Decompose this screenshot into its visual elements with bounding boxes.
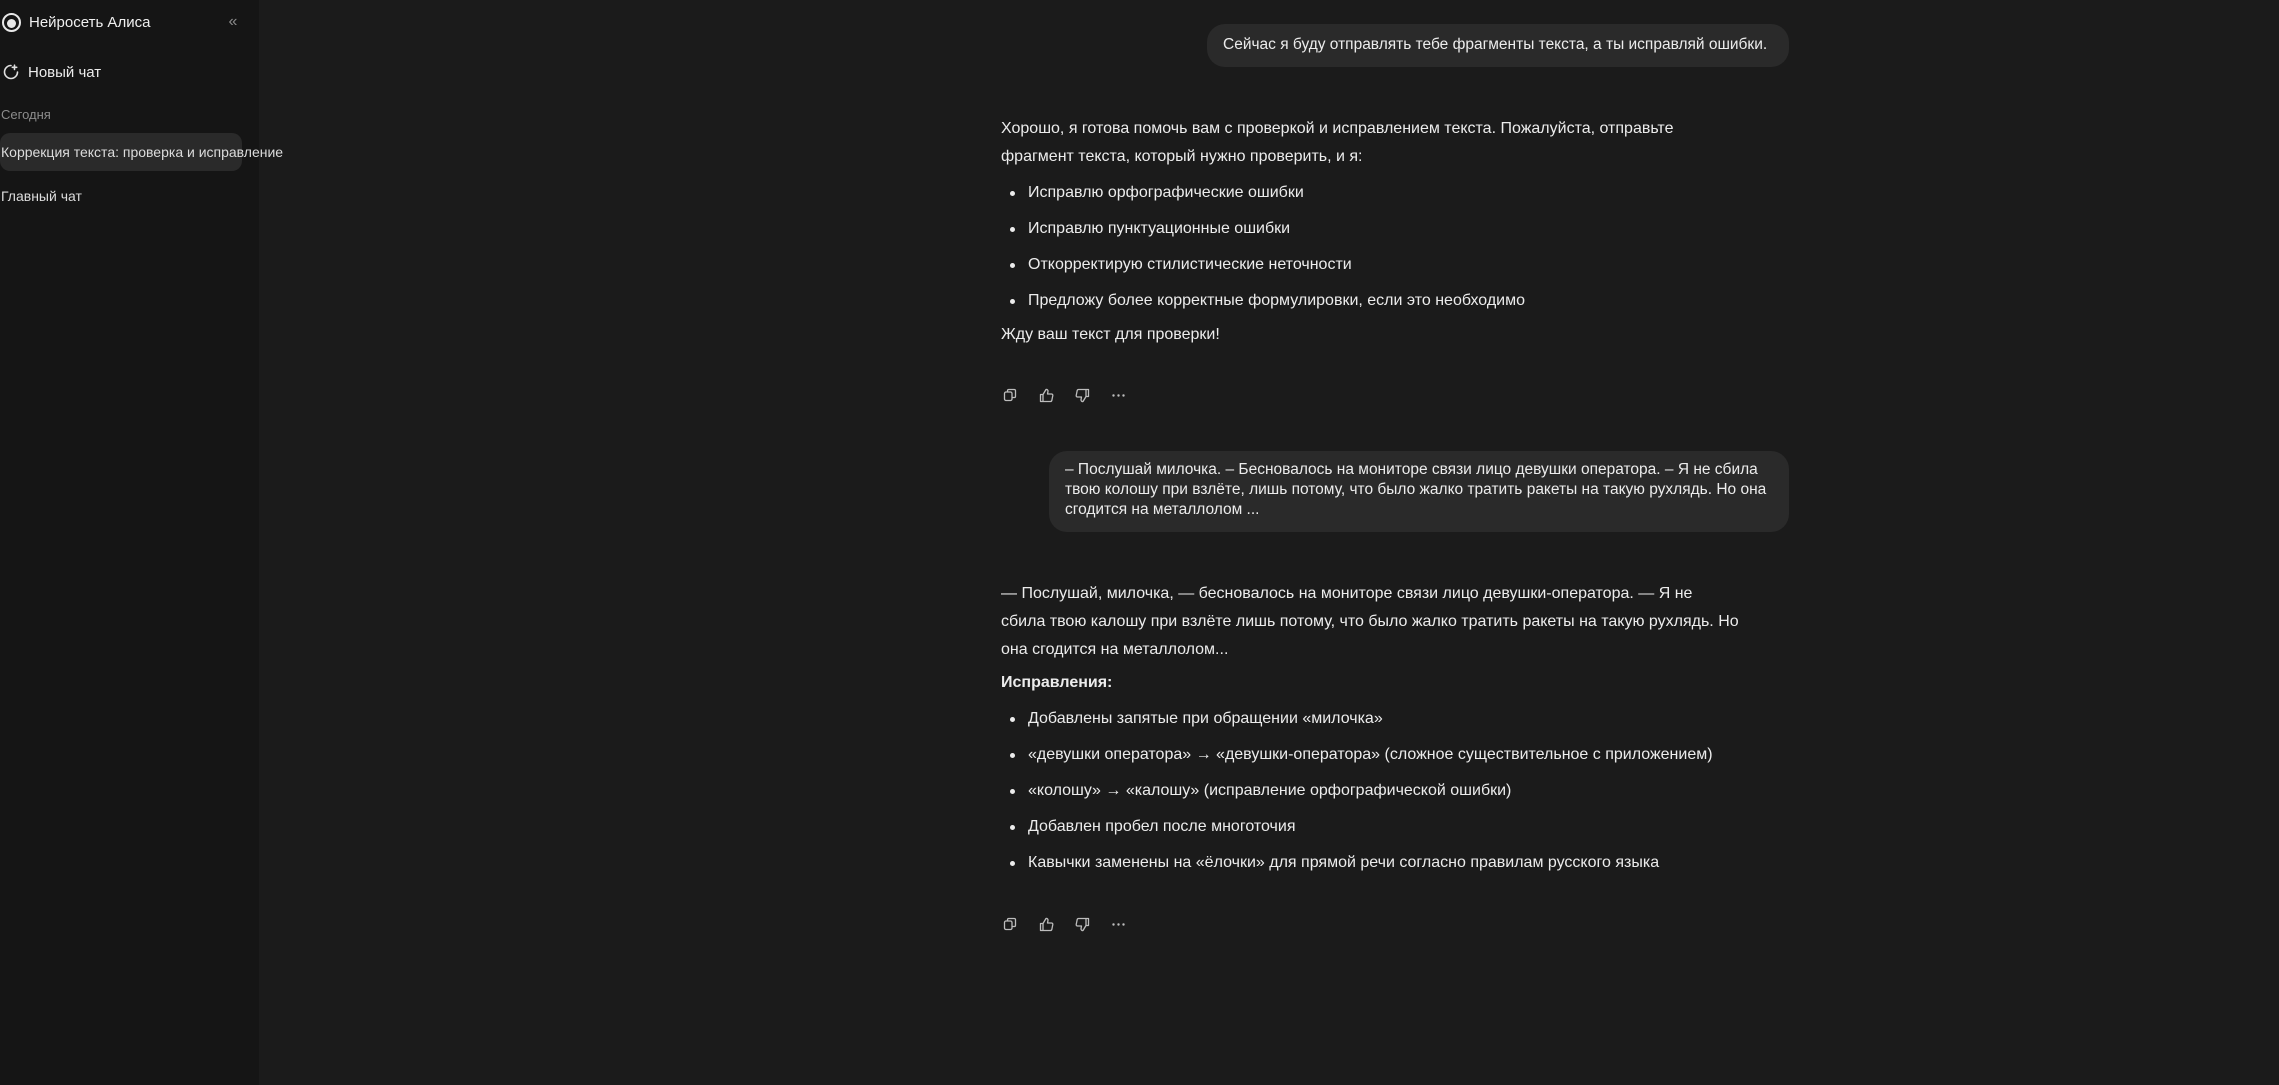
like-button[interactable] (1037, 915, 1055, 933)
dislike-button[interactable] (1073, 386, 1091, 404)
assistant-paragraph: Хорошо, я готова помочь вам с проверкой и исправлением текста. Пожалуйста, отправьте фрагмент текста, который нужно проверить, и я: (1001, 120, 1674, 165)
chat-item-title: Главный чат (1, 188, 82, 204)
dislike-button[interactable] (1073, 915, 1091, 933)
list-item: Исправлю пунктуационные ошибки (1001, 211, 1741, 247)
like-button[interactable] (1037, 386, 1055, 404)
list-item: Откорректирую стилистические неточности (1001, 247, 1741, 283)
list-item: Предложу более корректные формулировки, если это необходимо (1001, 283, 1741, 319)
chat-item-title: Коррекция текста: проверка и исправление (1, 144, 284, 160)
list-item: Добавлен пробел после многоточия (1001, 809, 1741, 845)
assistant-paragraph: — Послушай, милочка, — бесновалось на мониторе связи лицо девушки-оператора. — Я не сбила твою калошу при взлёте лишь потому, что было жалко тратить ракеты на такую рухлядь. Но она сгодится на металлолом... (1001, 585, 1739, 658)
list-item: Добавлены запятые при обращении «милочка» (1001, 701, 1741, 737)
message-actions (1001, 386, 1145, 404)
thumbs-up-icon (1039, 917, 1054, 932)
list-item: «колошу» → «калошу» (исправление орфографической ошибки) (1001, 773, 1741, 809)
assistant-paragraph: Жду ваш текст для проверки! (1001, 326, 1220, 343)
assistant-list (1001, 701, 1741, 881)
message-actions (1001, 915, 1145, 933)
assistant-heading: Исправления: (1001, 674, 1113, 691)
thumbs-up-icon (1039, 388, 1054, 403)
sidebar-chat-item-active[interactable] (0, 133, 284, 171)
copy-button[interactable] (1001, 386, 1019, 404)
assistant-list (1001, 175, 1741, 319)
sidebar-header (0, 10, 259, 34)
section-label-today: Сегодня (1, 107, 51, 122)
sidebar-chat-item[interactable] (0, 177, 242, 215)
brand-title: Нейросеть Алиса (29, 13, 151, 31)
alice-logo-icon (2, 13, 21, 32)
more-button[interactable] (1109, 386, 1127, 404)
list-item: «девушки оператора» → «девушки-оператора» (сложное существительное с приложением) (1001, 737, 1741, 773)
list-item: Кавычки заменены на «ёлочки» для прямой речи согласно правилам русского языка (1001, 845, 1741, 881)
assistant-message (1001, 580, 1741, 881)
collapse-sidebar-icon[interactable]: « (228, 13, 238, 30)
thumbs-down-icon (1075, 917, 1090, 932)
copy-icon (1003, 917, 1017, 931)
copy-icon (1003, 388, 1017, 402)
sidebar (0, 0, 284, 1085)
user-message: – Послушай милочка. – Бесновалось на мониторе связи лицо девушки оператора. – Я не сбила твою колошу при взлёте, лишь потому, что было жалко тратить ракеты на такую рухлядь. Но она сгодится на металлолом ... (1049, 451, 1789, 532)
user-message: Сейчас я буду отправлять тебе фрагменты текста, а ты исправляй ошибки. (1207, 24, 1789, 67)
more-icon (1111, 917, 1126, 932)
thumbs-down-icon (1075, 388, 1090, 403)
new-chat-icon (2, 63, 20, 81)
new-chat-label: Новый чат (28, 63, 102, 81)
copy-button[interactable] (1001, 915, 1019, 933)
new-chat-button[interactable] (0, 60, 200, 84)
more-icon (1111, 388, 1126, 403)
assistant-message (1001, 115, 1741, 349)
list-item: Исправлю орфографические ошибки (1001, 175, 1741, 211)
more-button[interactable] (1109, 915, 1127, 933)
